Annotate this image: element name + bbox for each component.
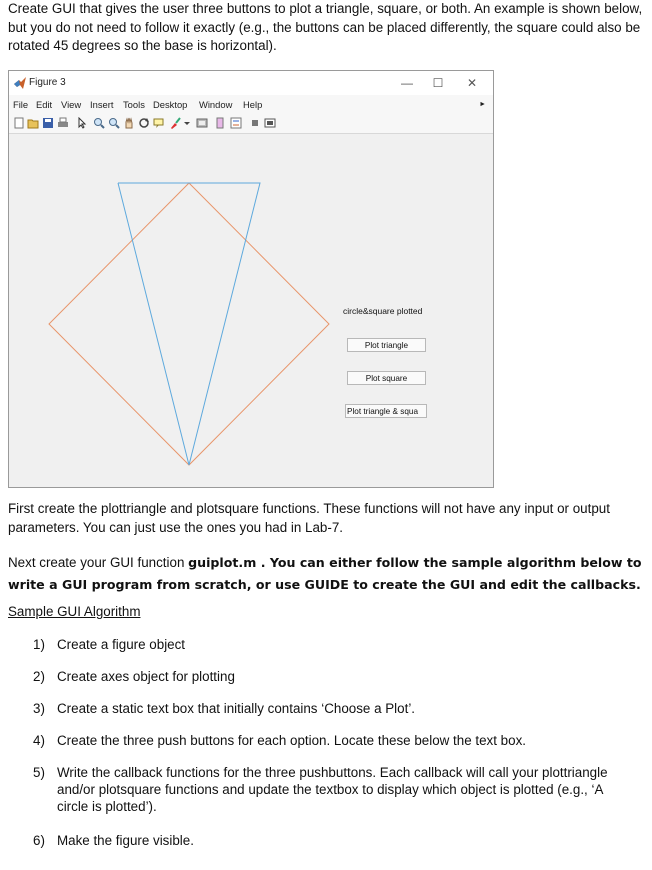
step-number: 4) xyxy=(33,733,45,748)
functions-paragraph: First create the plottriangle and plotsquare functions. These functions will not have any input or output parameters. You can just use the ones you had in Lab-7. xyxy=(8,501,610,535)
hide-plot-tools-icon[interactable] xyxy=(249,117,261,129)
step-text: Create a static text box that initially contains ‘Choose a Plot’. xyxy=(57,701,416,716)
open-file-icon[interactable] xyxy=(27,117,39,129)
menu-edit[interactable]: Edit xyxy=(36,99,53,110)
square-plot-line xyxy=(49,183,329,465)
step-text: Create the three push buttons for each option. Locate these below the text box. xyxy=(57,733,526,748)
close-button[interactable]: ✕ xyxy=(466,76,478,90)
zoom-out-icon[interactable] xyxy=(108,117,120,129)
status-text-box: circle&square plotted xyxy=(343,306,423,316)
step-text: Make the figure visible. xyxy=(57,833,194,848)
plot-triangle-button[interactable]: Plot triangle xyxy=(347,338,426,352)
edit-plot-arrow-icon[interactable] xyxy=(76,117,88,129)
triangle-plot-line xyxy=(118,183,260,465)
plot-square-button[interactable]: Plot square xyxy=(347,371,426,385)
figure-titlebar xyxy=(9,71,493,95)
step-number: 5) xyxy=(33,765,45,780)
rotate-3d-icon[interactable] xyxy=(138,117,150,129)
step-text: Write the callback functions for the three pushbuttons. Each callback will call your plottriangle and/or plotsquare functions and update the textbox to display which object is plotted (e.g., ‘A circle is plotted’). xyxy=(57,765,608,814)
figure-title: Figure 3 xyxy=(29,77,66,88)
algorithm-heading: Sample GUI Algorithm xyxy=(8,604,141,619)
menu-desktop[interactable]: Desktop xyxy=(153,99,188,110)
new-figure-icon[interactable] xyxy=(13,117,25,129)
plot-both-button[interactable]: Plot triangle & squa xyxy=(345,404,427,418)
show-plot-tools-icon[interactable] xyxy=(264,117,276,129)
print-icon[interactable] xyxy=(57,117,69,129)
insert-legend-icon[interactable] xyxy=(230,117,242,129)
menu-tools[interactable]: Tools xyxy=(123,99,145,110)
brush-dropdown-icon[interactable] xyxy=(181,117,193,129)
guiplot-paragraph xyxy=(8,552,644,596)
maximize-button[interactable]: ☐ xyxy=(432,76,444,90)
intro-paragraph: Create GUI that gives the user three buttons to plot a triangle, square, or both. An example is shown below, but you do not need to follow it exactly (e.g., the buttons can be placed differently, the square could also be rotated 45 degrees so the base is horizontal). xyxy=(8,1,643,53)
menu-insert[interactable]: Insert xyxy=(90,99,114,110)
guiplot-lead-text: Next create your GUI function xyxy=(8,555,189,570)
insert-colorbar-icon[interactable] xyxy=(214,117,226,129)
menu-overflow-arrow-icon[interactable]: ► xyxy=(479,101,486,108)
guiplot-filename: guiplot.m xyxy=(188,555,257,570)
data-cursor-icon[interactable] xyxy=(153,117,165,129)
step-text: Create axes object for plotting xyxy=(57,669,235,684)
step-number: 1) xyxy=(33,637,45,652)
step-number: 2) xyxy=(33,669,45,684)
figure-toolbar xyxy=(9,113,493,134)
matlab-logo-icon xyxy=(14,77,26,89)
step-text: Create a figure object xyxy=(57,637,186,652)
zoom-in-icon[interactable] xyxy=(93,117,105,129)
menu-window[interactable]: Window xyxy=(199,99,233,110)
menu-view[interactable]: View xyxy=(61,99,82,110)
link-plot-icon[interactable] xyxy=(196,117,208,129)
figure-menubar xyxy=(9,95,493,113)
guiplot-rest-text: . You can either follow the sample algorithm below to write a GUI program from scratch, or use GUIDE to create the GUI and edit the callbacks. xyxy=(8,555,642,592)
matlab-figure-window xyxy=(8,70,494,488)
step-number: 3) xyxy=(33,701,45,716)
minimize-button[interactable]: — xyxy=(401,76,413,90)
menu-file[interactable]: File xyxy=(13,99,29,110)
menu-help[interactable]: Help xyxy=(243,99,263,110)
step-number: 6) xyxy=(33,833,45,848)
brush-icon[interactable] xyxy=(169,117,181,129)
pan-hand-icon[interactable] xyxy=(123,117,135,129)
save-icon[interactable] xyxy=(42,117,54,129)
